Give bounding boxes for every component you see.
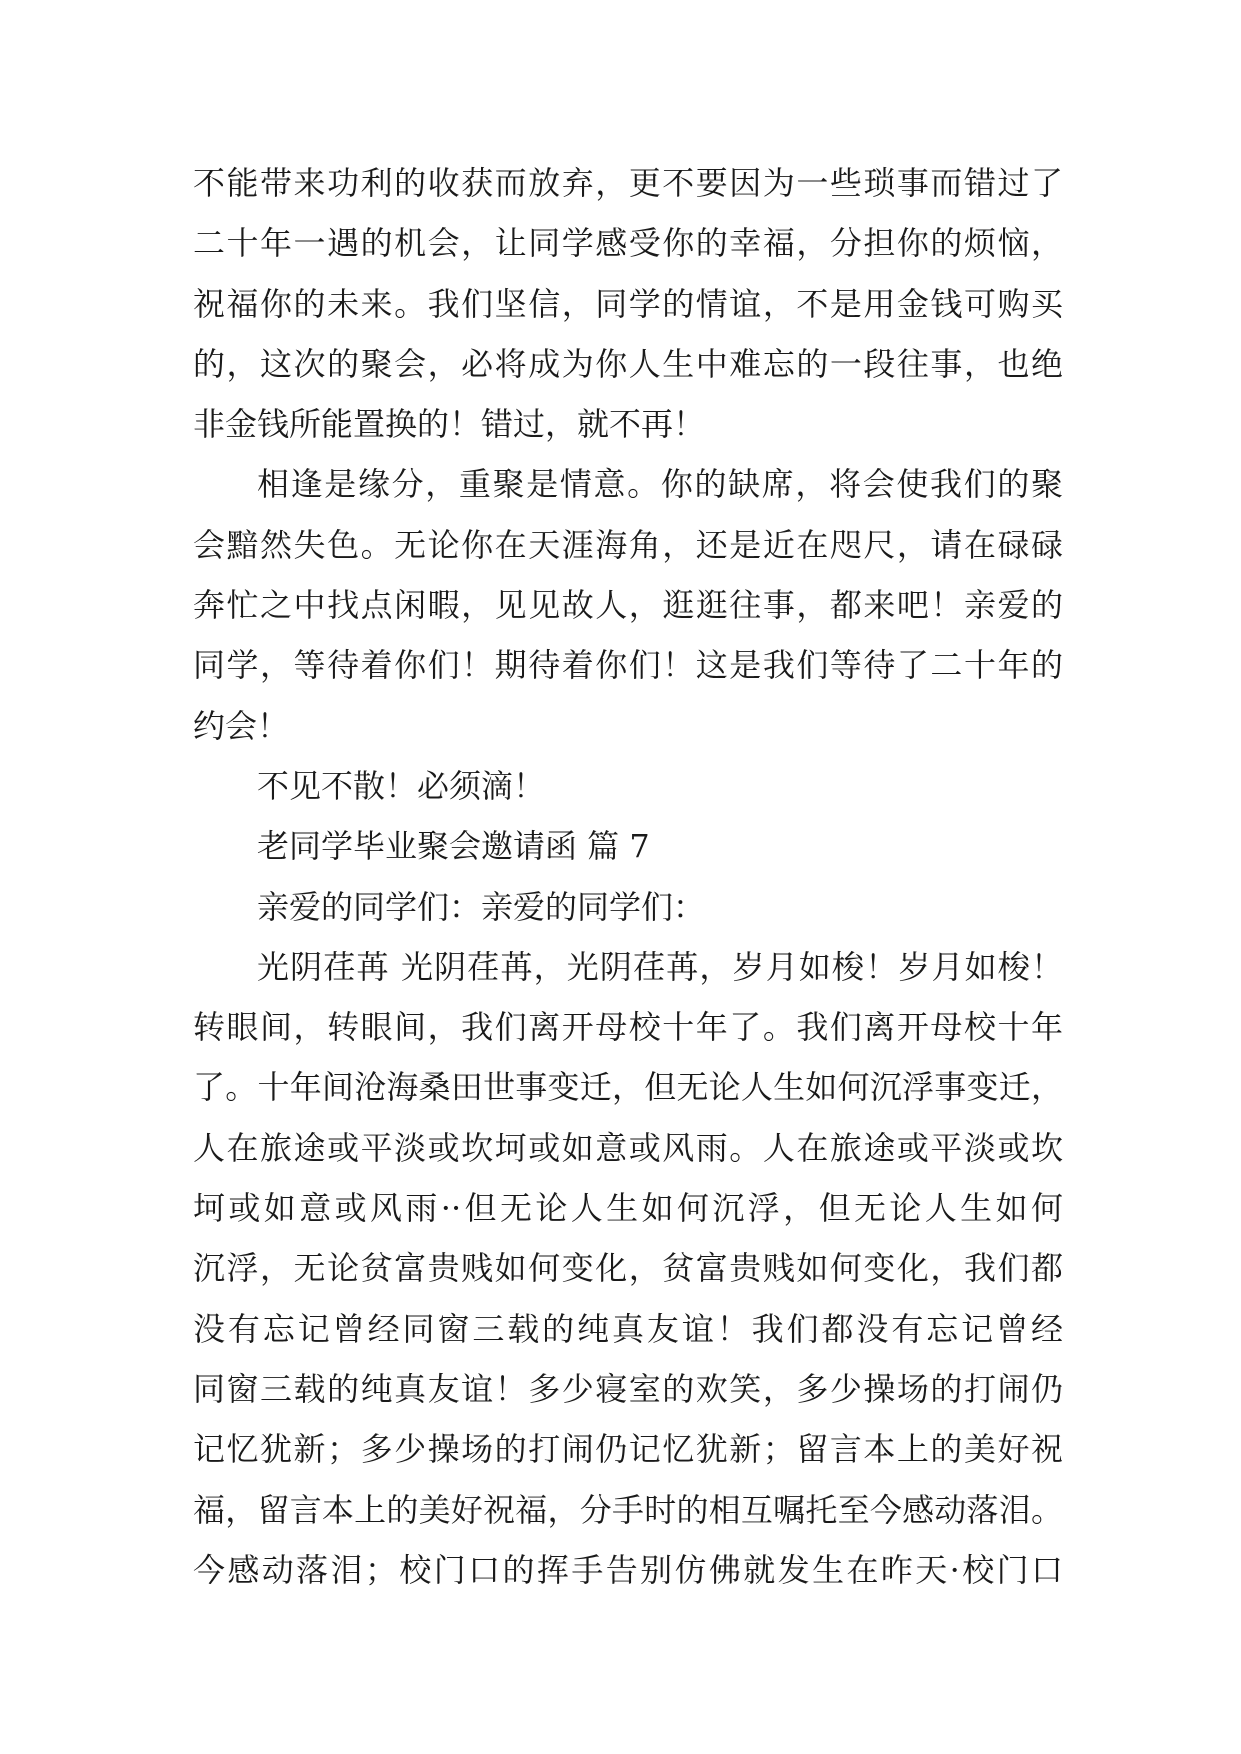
text-line: 没有忘记曾经同窗三载的纯真友谊！我们都没有忘记曾经	[193, 1309, 1063, 1348]
text-line: 沉浮，无论贫富贵贱如何变化，贫富贵贱如何变化，我们都	[193, 1249, 1063, 1288]
text-line: 转眼间，转眼间，我们离开母校十年了。我们离开母校十年	[193, 1008, 1063, 1047]
text-line: 的，这次的聚会，必将成为你人生中难忘的一段往事，也绝	[193, 344, 1063, 383]
text-line: 福，留言本上的美好祝福，分手时的相互嘱托至今感动落泪。	[193, 1490, 1063, 1529]
text-line: 人在旅途或平淡或坎坷或如意或风雨。人在旅途或平淡或坎	[193, 1128, 1063, 1167]
text-line: 了。十年间沧海桑田世事变迁，但无论人生如何沉浮事变迁，	[193, 1068, 1063, 1107]
text-line: 二十年一遇的机会，让同学感受你的幸福，分担你的烦恼，	[193, 224, 1063, 263]
text-line: 坷或如意或风雨··但无论人生如何沉浮，但无论人生如何	[193, 1189, 1063, 1228]
body-text	[193, 153, 1063, 1600]
paragraph-first-line: 相逢是缘分，重聚是情意。你的缺席，将会使我们的聚	[257, 465, 1063, 504]
salutation: 亲爱的同学们：亲爱的同学们：	[257, 887, 706, 926]
text-line: 不能带来功利的收获而放弃，更不要因为一些琐事而错过了	[193, 164, 1063, 202]
paragraph-first-line: 光阴荏苒 光阴荏苒，光阴荏苒，岁月如梭！岁月如梭！	[257, 947, 1063, 986]
section-heading: 老同学毕业聚会邀请函 篇 7	[257, 827, 650, 866]
text-line: 祝福你的未来。我们坚信，同学的情谊，不是用金钱可购买	[193, 284, 1063, 323]
paragraph-first-line: 不见不散！必须滴！	[257, 766, 546, 805]
text-line: 同学，等待着你们！期待着你们！这是我们等待了二十年的	[193, 646, 1063, 685]
text-line: 非金钱所能置换的！错过，就不再！	[193, 405, 706, 444]
text-line: 今感动落泪；校门口的挥手告别仿佛就发生在昨天·校门口	[193, 1550, 1063, 1589]
text-line: 会黯然失色。无论你在天涯海角，还是近在咫尺，请在碌碌	[193, 525, 1063, 564]
text-line: 奔忙之中找点闲暇，见见故人，逛逛往事，都来吧！亲爱的	[193, 586, 1063, 625]
text-line: 同窗三载的纯真友谊！多少寝室的欢笑，多少操场的打闹仍	[193, 1369, 1063, 1408]
text-line: 记忆犹新；多少操场的打闹仍记忆犹新；留言本上的美好祝	[193, 1430, 1063, 1469]
text-line: 约会！	[193, 706, 290, 745]
